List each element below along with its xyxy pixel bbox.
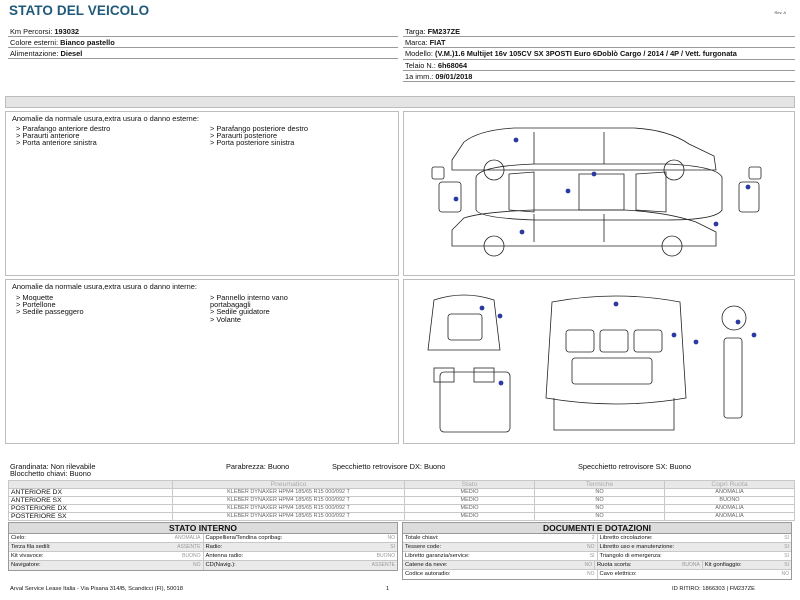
tyre-state: MEDIO (405, 505, 535, 513)
hubcap-state: BUONO (665, 497, 795, 505)
plate-row: Targa: FM237ZE (403, 26, 795, 37)
list-item: > Portellone (16, 300, 56, 310)
table-row (9, 513, 795, 521)
car-exterior-diagram (404, 112, 794, 275)
table-row: Navigatore: NO CD(Navig.): ASSENTE (11, 562, 395, 568)
hubcap-state: ANOMALIA (665, 513, 795, 521)
list-item: > Moquette (16, 293, 54, 302)
hubcap-state: ANOMALIA (665, 505, 795, 513)
footer-company: Arval Service Lease Italia - Via Pisana 314/B, Scandicci (FI), 50018 (10, 586, 183, 592)
color-row: Colore esterni: Bianco pastello (8, 37, 398, 48)
registration-value: 09/01/2018 (435, 72, 473, 81)
table-row (9, 505, 795, 513)
tyre-model: KLEBER DYNAXER HPM4 185/65 R15 000/092 T (173, 513, 405, 521)
internal-state-table (8, 522, 398, 571)
list-item: > Parafango anteriore destro (16, 124, 111, 133)
internal-damage-title: Anomalie da normale usura,extra usura o danno interne: (12, 282, 197, 291)
internal-damage-list-1 (16, 294, 84, 316)
list-item: portabagagli (210, 300, 251, 310)
table-row: Libretto garanzia/service: SI Triangolo di emergenza: SI (405, 553, 789, 559)
tyre-position: ANTERIORE DX (9, 489, 173, 497)
tyre-model: KLEBER DYNAXER HPM4 185/65 R15 000/092 T (173, 497, 405, 505)
documents-table (402, 522, 792, 580)
revision-label: Rev. A (774, 10, 786, 15)
footer-page-number: 1 (386, 586, 390, 592)
km-value: 193032 (54, 27, 80, 36)
list-item: > Sedile passeggero (16, 307, 84, 317)
key-block-status: Blocchetto chiavi: Buono (10, 469, 91, 478)
table-row: Totale chiavi: 2 Libretto circolazione: SI (405, 535, 789, 541)
section-divider (5, 96, 795, 108)
list-item: > Porta anteriore sinistra (16, 138, 97, 148)
internal-damage-panel (5, 279, 399, 444)
model-value: (V.M.)1.6 Multijet 16v 105CV SX 3POSTI Euro 6Doblò Cargo / 2014 / 4P / Vett. furgonata (435, 49, 737, 58)
fuel-row: Alimentazione: Diesel (8, 48, 398, 59)
car-interior-diagram (404, 280, 794, 443)
column-header: Termiche (535, 481, 665, 489)
tyre-state: MEDIO (405, 513, 535, 521)
chassis-row: Telaio N.: 6h68064 (403, 60, 795, 71)
table-row: Catene da neve: NO Ruota scorta: BUONA Kit gonfiaggio: SI (405, 562, 789, 568)
tyre-winter: NO (535, 505, 665, 513)
km-row: Km Percorsi: 193032 (8, 26, 398, 37)
tyre-position: POSTERIORE SX (9, 513, 173, 521)
list-item: > Parafango posteriore destro (210, 124, 308, 133)
tyre-model: KLEBER DYNAXER HPM4 185/65 R15 000/092 T (173, 505, 405, 513)
list-item: > Paraurti anteriore (16, 131, 80, 141)
external-car-diagram (403, 111, 795, 276)
registration-row: 1a imm.: 09/01/2018 (403, 71, 795, 82)
internal-car-diagram (403, 279, 795, 444)
tyre-position: POSTERIORE DX (9, 505, 173, 513)
tyre-table (8, 480, 795, 521)
column-header: Pneumatico (173, 481, 405, 489)
chassis-value: 6h68064 (437, 61, 468, 70)
table-row (9, 489, 795, 497)
footer-id: ID RITIRO: 1866303 | FM237ZE (672, 586, 756, 592)
column-header (9, 481, 173, 489)
windshield-status: Parabrezza: Buono (226, 462, 290, 471)
tyre-position: ANTERIORE SX (9, 497, 173, 505)
mirror-left-status: Specchietto retrovisore SX: Buono (578, 462, 691, 471)
vehicle-info-right (403, 26, 795, 82)
table-row: Terza fila sedili: ASSENTE Radio: SI (11, 544, 395, 550)
mirror-right-status: Specchietto retrovisore DX: Buono (332, 462, 446, 471)
list-item: > Sedile guidatore (210, 307, 270, 317)
list-item: > Paraurti posteriore (210, 131, 278, 141)
table-header-row (9, 481, 795, 489)
tyre-state: MEDIO (405, 497, 535, 505)
list-item: > Pannello interno vano (210, 293, 288, 302)
table-row: Codice autoradio: NO Cavo elettrico: NO (405, 571, 789, 577)
plate-value: FM237ZE (427, 27, 461, 36)
tyre-winter: NO (535, 513, 665, 521)
list-item: > Porta posteriore sinistra (210, 138, 295, 148)
tyre-model: KLEBER DYNAXER HPM4 185/65 R15 000/092 T (173, 489, 405, 497)
table-row (9, 497, 795, 505)
table-row: Kit vivavoce: BUONO Antenna radio: BUONO (11, 553, 395, 559)
external-damage-list-1 (16, 125, 110, 147)
tyre-state: MEDIO (405, 489, 535, 497)
page-title: STATO DEL VEICOLO (9, 3, 150, 18)
brand-value: FIAT (429, 38, 446, 47)
list-item: > Volante (210, 314, 242, 324)
brand-row: Marca: FIAT (403, 37, 795, 48)
column-header: Stato (405, 481, 535, 489)
tyre-winter: NO (535, 489, 665, 497)
vehicle-info-left (8, 26, 398, 59)
hubcap-state: ANOMALIA (665, 489, 795, 497)
internal-damage-list-2 (210, 294, 288, 323)
external-damage-panel (5, 111, 399, 276)
table-row: Tessere code: NO Libretto uso e manutenzione: SI (405, 544, 789, 550)
model-row: Modello: (V.M.)1.6 Multijet 16v 105CV SX 3POSTI Euro 6Doblò Cargo / 2014 / 4P / Vett. furgonata (403, 48, 795, 60)
tyre-winter: NO (535, 497, 665, 505)
external-damage-title: Anomalie da normale usura,extra usura o danno esterne: (12, 114, 199, 123)
internal-state-title: STATO INTERNO (9, 523, 397, 534)
documents-title: DOCUMENTI E DOTAZIONI (403, 523, 791, 534)
external-damage-list-2 (210, 125, 308, 147)
fuel-value: Diesel (60, 49, 83, 58)
table-row: Cielo: ANOMALIA Cappelliera/Tendina copribag: NO (11, 535, 395, 541)
color-value: Bianco pastello (60, 38, 115, 47)
column-header: Copri Ruota (665, 481, 795, 489)
hail-status: Grandinata: Non rilevabile (10, 462, 96, 471)
